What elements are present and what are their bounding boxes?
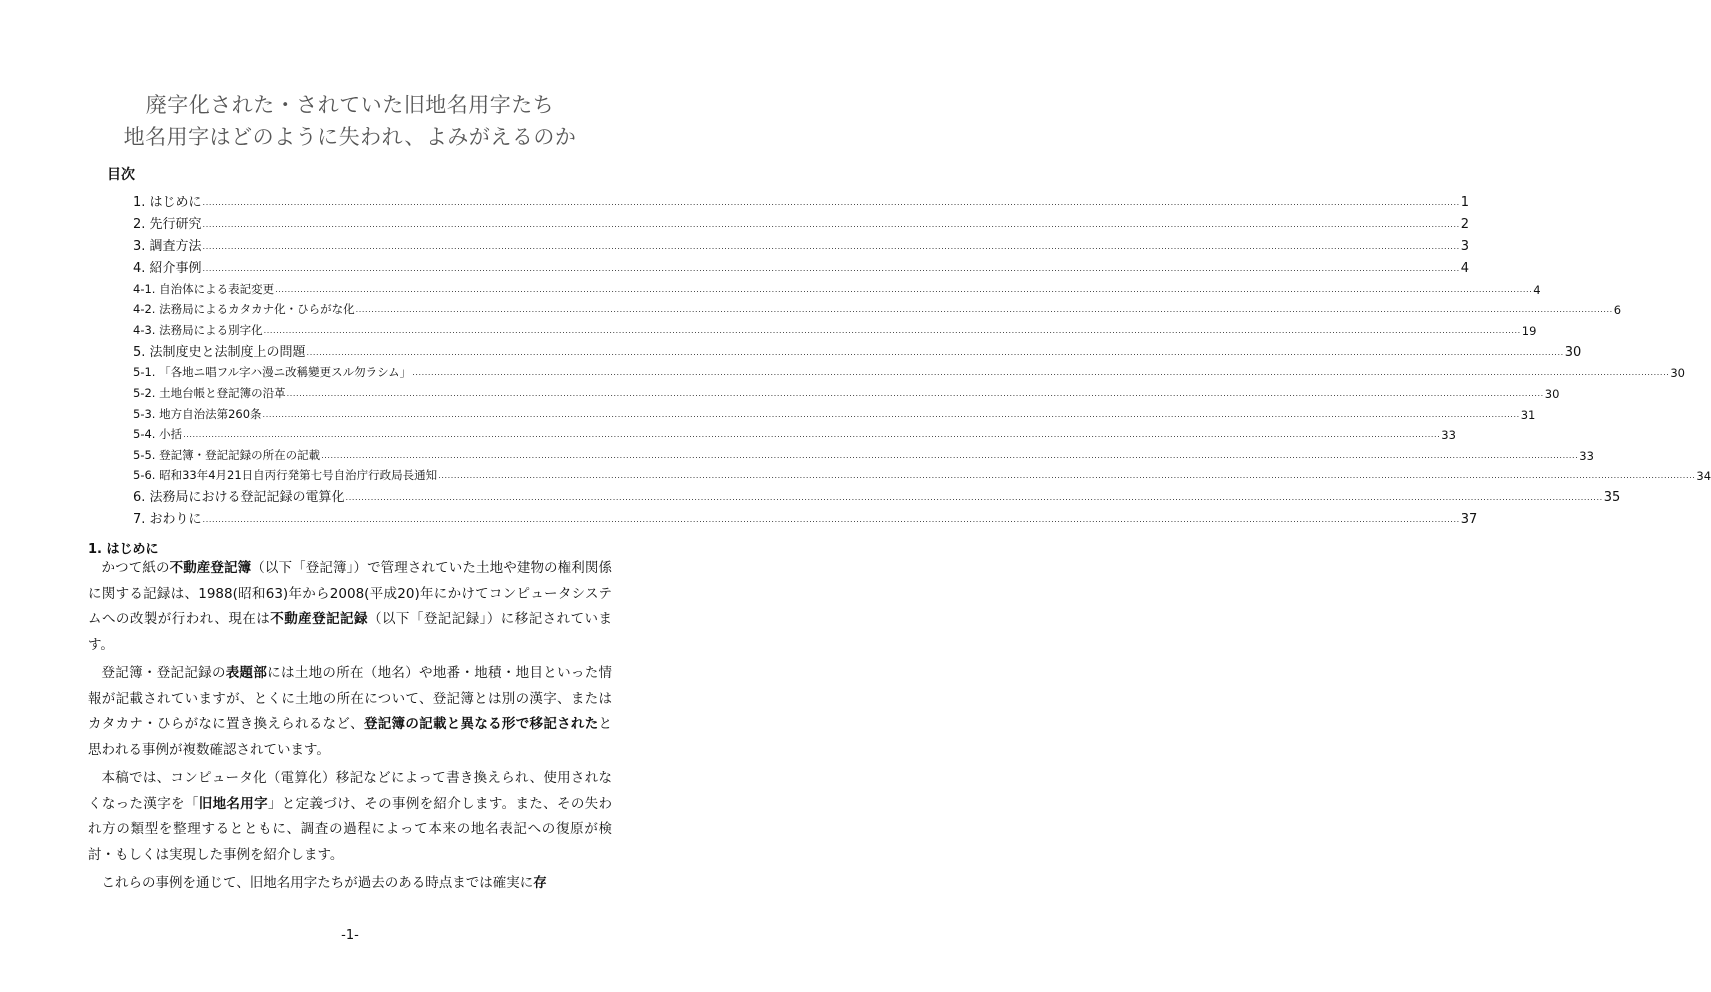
emphasized-term: 存 [533,875,547,891]
toc-entry-page: 37 [1460,512,1478,528]
toc-entry[interactable] [133,188,1470,210]
document-title: 廃字化された・されていた旧地名用字たち [145,93,555,117]
toc-entry[interactable] [133,232,1470,254]
toc-entry-page: 2 [1460,217,1470,232]
toc-entry-page: 30 [1670,366,1685,381]
toc-entry-label: 4-1. 自治体による表記変更 [133,281,275,296]
paragraph-text: （以下「登記記録」）に移記されています。 [88,611,613,653]
toc-entry-label: 4-2. 法務局によるカタカナ化・ひらがな化 [133,302,355,317]
toc-entry-label: 1. はじめに [133,195,202,210]
toc-entry[interactable] [133,254,1470,276]
paragraph-text: と思われる事例が複数確認されています。 [88,716,613,758]
paragraph-text: これらの事例を通じて、旧地名用字たちが過去のある時点までは確実に [101,875,534,891]
toc-entry[interactable] [133,505,1478,528]
toc-entry-label: 5-1. 「各地ニ唱フル字ハ漫ニ改稱變更スル勿ラシム」 [133,365,412,380]
toc-entry[interactable] [133,401,1536,422]
toc-entry[interactable] [133,442,1594,463]
toc-entry-page: 33 [1579,448,1594,463]
emphasized-term: 旧地名用字 [198,795,268,812]
table-of-contents [133,188,1711,528]
toc-dot-leader: ................................................................................................................................................................................................................................................................................................................................................................................................................ [306,347,1564,357]
toc-entry-label: 3. 調査方法 [133,239,202,254]
toc-entry[interactable] [133,297,1622,318]
emphasized-term: 登記簿の記載と異なる形で移記された [363,716,599,732]
toc-entry-page: 4 [1533,282,1541,297]
toc-entry-page: 31 [1520,407,1536,422]
toc-dot-leader: ................................................................................................................................................................................................................................................................................................................................................................................................................ [355,305,1613,315]
toc-entry[interactable] [133,483,1621,506]
toc-entry[interactable] [133,210,1470,232]
toc-entry[interactable] [133,463,1711,484]
toc-entry-page: 4 [1460,261,1470,276]
paragraph-text: 」と定義づけ、その事例を紹介します。また、その失われ方の類型を整理するとともに、調査の過程によって本来の地名表記への復原が検討・もしくは実現した事例を紹介します。 [88,795,613,863]
emphasized-term: 表題部 [225,665,268,681]
toc-entry-label: 5. 法制度史と法制度上の問題 [133,344,306,360]
toc-entry-label: 7. おわりに [133,512,202,528]
toc-entry-label: 4-3. 法務局による別字化 [133,322,263,337]
toc-entry[interactable] [133,276,1541,297]
toc-entry-page: 3 [1460,239,1470,254]
toc-dot-leader: ................................................................................................................................................................................................................................................................................................................................................................................................................ [202,515,1460,525]
emphasized-term: 不動産登記記録 [270,611,368,627]
toc-dot-leader: ................................................................................................................................................................................................................................................................................................................................................................................................................ [275,284,1533,294]
toc-entry-label: 2. 先行研究 [133,217,202,232]
toc-dot-leader: ................................................................................................................................................................................................................................................................................................................................................................................................................ [412,368,1670,378]
toc-entry-label: 5-2. 土地台帳と登記簿の沿革 [133,385,286,400]
body-paragraph [88,871,612,897]
page-number: -1- [341,928,359,943]
toc-entry-label: 4. 紹介事例 [133,261,202,276]
toc-entry-page: 1 [1460,195,1470,210]
paragraph-text: （以下「登記簿」）で管理されていた土地や建物の権利関係に関する記録は、1988(昭和63)年から2008(平成20)年にかけてコンピュータシステムへの改製が行われ、現在は [88,560,613,627]
section-body [88,556,612,897]
toc-entry-page: 35 [1603,490,1621,506]
toc-entry[interactable] [133,380,1560,401]
toc-entry[interactable] [133,317,1537,338]
paragraph-text: 登記簿・登記記録の [101,665,226,681]
toc-entry-label: 5-4. 小括 [133,427,183,442]
toc-dot-leader: ................................................................................................................................................................................................................................................................................................................................................................................................................ [286,388,1544,398]
toc-dot-leader: ................................................................................................................................................................................................................................................................................................................................................................................................................ [202,220,1460,229]
body-paragraph [88,556,612,658]
toc-dot-leader: ................................................................................................................................................................................................................................................................................................................................................................................................................ [438,471,1696,481]
body-paragraph [88,766,612,868]
toc-entry-page: 19 [1521,323,1537,338]
toc-dot-leader: ................................................................................................................................................................................................................................................................................................................................................................................................................ [202,264,1460,273]
document-subtitle: 地名用字はどのように失われ、よみがえるのか [123,125,577,149]
toc-dot-leader: ................................................................................................................................................................................................................................................................................................................................................................................................................ [321,450,1579,460]
toc-entry[interactable] [133,338,1582,360]
toc-entry-page: 6 [1613,303,1622,318]
section-heading: 1. はじめに [88,542,159,557]
toc-entry-page: 30 [1544,386,1560,401]
toc-heading: 目次 [107,167,135,183]
paragraph-text: かつて紙の [101,560,170,576]
toc-dot-leader: ................................................................................................................................................................................................................................................................................................................................................................................................................ [202,198,1460,207]
emphasized-term: 不動産登記簿 [169,560,252,576]
paragraph-text: には土地の所在（地名）や地番・地積・地目といった情報が記載されていますが、とくに土地の所在について、登記簿とは別の漢字、またはカタカナ・ひらがなに置き換えられるなど、 [88,665,613,732]
toc-dot-leader: ................................................................................................................................................................................................................................................................................................................................................................................................................ [345,493,1603,503]
toc-dot-leader: ................................................................................................................................................................................................................................................................................................................................................................................................................ [183,430,1441,440]
toc-entry[interactable] [133,422,1456,443]
toc-dot-leader: ................................................................................................................................................................................................................................................................................................................................................................................................................ [202,242,1460,251]
toc-dot-leader: ................................................................................................................................................................................................................................................................................................................................................................................................................ [262,409,1520,419]
toc-entry-label: 5-6. 昭和33年4月21日自丙行発第七号自治庁行政局長通知 [133,468,438,483]
toc-entry-label: 6. 法務局における登記記録の電算化 [133,490,345,506]
toc-entry-page: 33 [1441,428,1456,443]
toc-entry-page: 30 [1564,344,1582,360]
toc-entry-page: 34 [1696,469,1711,484]
toc-dot-leader: ................................................................................................................................................................................................................................................................................................................................................................................................................ [263,325,1521,335]
paragraph-text: 本稿では、コンピュータ化（電算化）移記などによって書き換えられ、使用されなくなった漢字を「 [88,770,612,812]
toc-entry[interactable] [133,360,1685,381]
body-paragraph [88,661,612,763]
toc-entry-label: 5-3. 地方自治法第260条 [133,406,262,421]
toc-entry-label: 5-5. 登記簿・登記記録の所在の記載 [133,447,321,462]
